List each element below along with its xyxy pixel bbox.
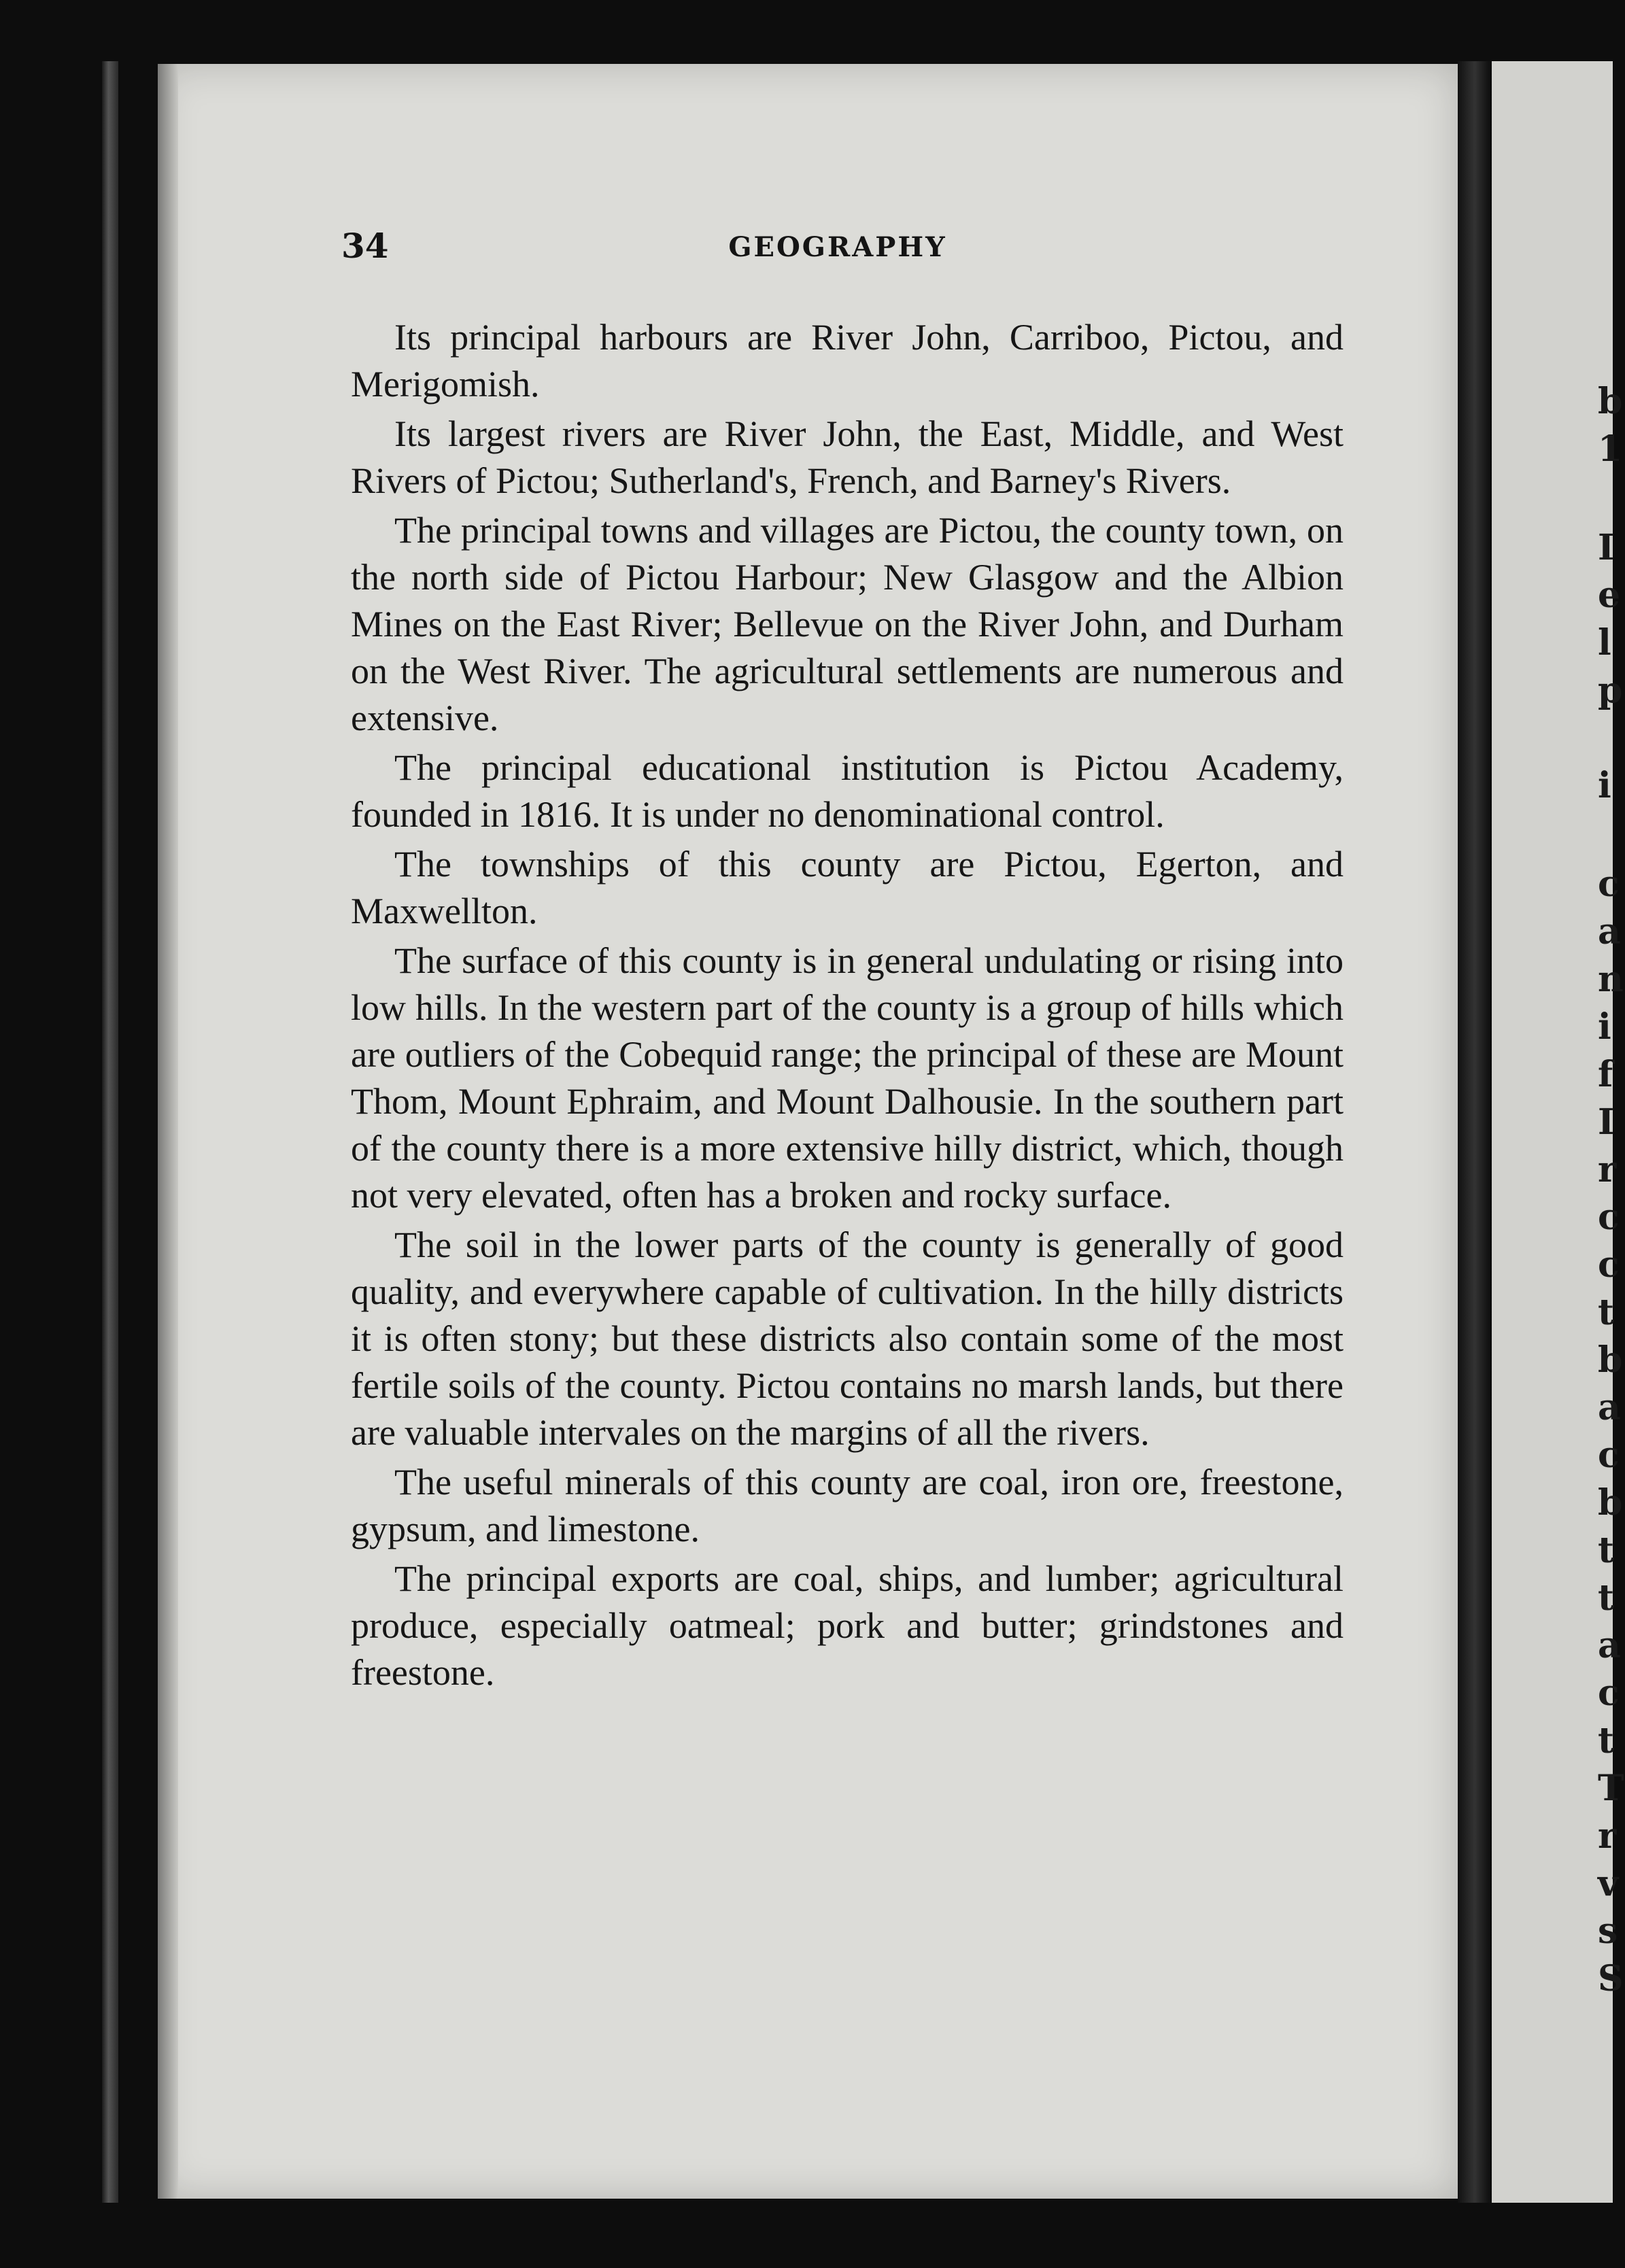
facing-letter: a xyxy=(1598,1387,1621,1428)
facing-letter: i xyxy=(1598,765,1611,806)
paragraph: The principal educational institution is Pictou Academy, founded in 1816. It is under no denominational control. xyxy=(351,747,1344,835)
facing-letter: t xyxy=(1598,1720,1615,1762)
facing-letter: e xyxy=(1598,574,1621,616)
facing-letter: c xyxy=(1598,863,1620,905)
facing-letter: r xyxy=(1598,1149,1617,1190)
facing-letter: c xyxy=(1598,1244,1620,1286)
paragraph: The surface of this county is in general undulating or rising into low hills. In the western part of the county is a group of hills which are outliers of the Cobequid range; the principal of these are Mount Thom, Mount Ephraim, and Mount Dalhousie. In the southern part of the county there is a more extensive hilly district, which, though not very elevated, often has a broken and rocky surface. xyxy=(351,940,1344,1216)
facing-letter: a xyxy=(1598,1625,1621,1666)
facing-letter: s xyxy=(1598,1910,1618,1952)
facing-letter: n xyxy=(1598,959,1624,1000)
page-number: 34 xyxy=(341,226,389,266)
facing-letter: b xyxy=(1598,381,1623,422)
paragraph: The principal towns and villages are Pictou, the county town, on the north side of Pictou Harbour; New Glasgow and the Albion Mines on the East River; Bellevue on the River John, and Durham on the West River. The agricultural settlements are numerous and extensive. xyxy=(351,510,1344,738)
facing-letter: a xyxy=(1598,911,1621,952)
facing-letter: I xyxy=(1598,1101,1615,1143)
paragraph: The principal exports are coal, ships, and lumber; agricultural produce, especially oatmeal; pork and butter; grindstones and freestone. xyxy=(351,1558,1344,1693)
running-head: GEOGRAPHY xyxy=(728,231,947,263)
facing-letter: 1 xyxy=(1598,428,1623,470)
body-text xyxy=(351,314,1344,1699)
facing-letter: c xyxy=(1598,1672,1620,1714)
facing-letter: S xyxy=(1598,1958,1624,1999)
facing-letter: t xyxy=(1598,1577,1615,1619)
book-edge xyxy=(102,61,118,2203)
page-header xyxy=(341,226,1348,273)
paragraph: The soil in the lower parts of the county is generally of good quality, and everywhere capable of cultivation. In the hilly districts it is often stony; but these districts also contain some of the most fertile soils of the county. Pictou contains no marsh lands, but there are valuable intervales on the margins of all the rivers. xyxy=(351,1224,1344,1453)
facing-letter: c xyxy=(1598,1197,1620,1238)
facing-letter: p xyxy=(1598,670,1623,711)
facing-letter: T xyxy=(1598,1768,1624,1809)
facing-letter: v xyxy=(1598,1863,1619,1904)
facing-letter: b xyxy=(1598,1339,1623,1381)
paragraph: The useful minerals of this county are coal, iron ore, freestone, gypsum, and limestone. xyxy=(351,1462,1344,1549)
facing-letter: l xyxy=(1598,622,1611,664)
facing-letter: t xyxy=(1598,1292,1615,1333)
page-binding-shadow xyxy=(158,64,178,2199)
paragraph: Its principal harbours are River John, Carriboo, Pictou, and Merigomish. xyxy=(351,317,1344,405)
paragraph: Its largest rivers are River John, the East, Middle, and West Rivers of Pictou; Sutherland's, French, and Barney's Rivers. xyxy=(351,413,1344,501)
facing-letter: f xyxy=(1598,1054,1613,1095)
book-gutter xyxy=(1458,61,1492,2203)
facing-letter: r xyxy=(1598,1815,1617,1857)
facing-letter: I xyxy=(1598,527,1615,568)
paragraph: The townships of this county are Pictou, Egerton, and Maxwellton. xyxy=(351,844,1344,931)
facing-letter: c xyxy=(1598,1434,1620,1476)
facing-letter: t xyxy=(1598,1530,1615,1571)
facing-letter: b xyxy=(1598,1482,1623,1524)
facing-letter: i xyxy=(1598,1006,1611,1048)
facing-page-edge xyxy=(1492,61,1613,2203)
